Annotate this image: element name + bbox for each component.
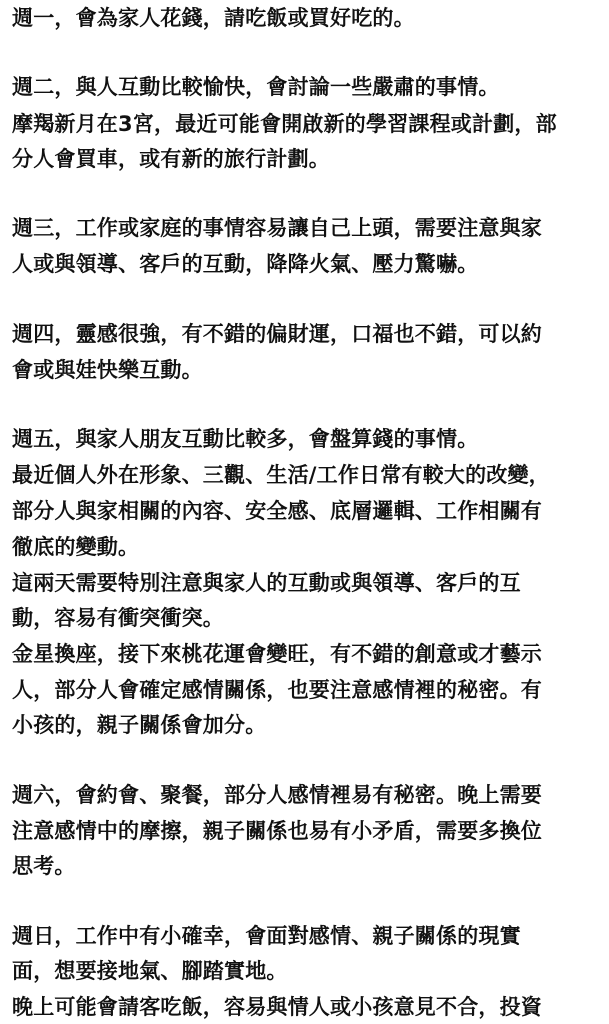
text-line: 晚上可能會請客吃飯，容易與情人或小孩意見不合，投資 (12, 995, 542, 1019)
text-line: 注意感情中的摩擦，親子關係也易有小矛盾，需要多換位 (12, 819, 542, 843)
text-line: 面，想要接地氣、腳踏實地。 (12, 959, 288, 983)
text-line: 分人會買車，或有新的旅行計劃。 (12, 147, 330, 171)
text-line: 這兩天需要特別注意與家人的互動或與領導、客戶的互 (12, 571, 521, 595)
text-line-sunday: 週日，工作中有小確幸，會面對感情、親子關係的現實 (12, 924, 521, 948)
text-line: 摩羯新月在3宮，最近可能會開啟新的學習課程或計劃，部 (12, 112, 557, 136)
text-line: 徹底的變動。 (12, 535, 140, 559)
text-line: 動，容易有衝突衝突。 (12, 606, 224, 630)
text-line: 部分人與家相關的內容、安全感、底層邏輯、工作相關有 (12, 499, 542, 523)
text-line-friday: 週五，與家人朋友互動比較多，會盤算錢的事情。 (12, 427, 479, 451)
text-line: 金星換座，接下來桃花運會變旺，有不錯的創意或才藝示 (12, 642, 542, 666)
text-line-saturday: 週六，會約會、聚餐，部分人感情裡易有秘密。晚上需要 (12, 783, 542, 807)
text-line: 小孩的，親子關係會加分。 (12, 713, 267, 737)
text-line-wednesday: 週三，工作或家庭的事情容易讓自己上頭，需要注意與家 (12, 216, 542, 240)
text-line-monday: 週一，會為家人花錢，請吃飯或買好吃的。 (12, 6, 415, 30)
text-line-thursday: 週四，靈感很強，有不錯的偏財運，口福也不錯，可以約 (12, 322, 542, 346)
text-line: 思考。 (12, 854, 76, 878)
text-line: 最近個人外在形象、三觀、生活/工作日常有較大的改變， (12, 463, 550, 487)
text-line: 人，部分人會確定感情關係，也要注意感情裡的秘密。有 (12, 678, 542, 702)
text-line-tuesday: 週二，與人互動比較愉快，會討論一些嚴肅的事情。 (12, 75, 500, 99)
text-line: 會或與娃快樂互動。 (12, 358, 203, 382)
text-line: 人或與領導、客戶的互動，降降火氣、壓力驚嚇。 (12, 252, 479, 276)
